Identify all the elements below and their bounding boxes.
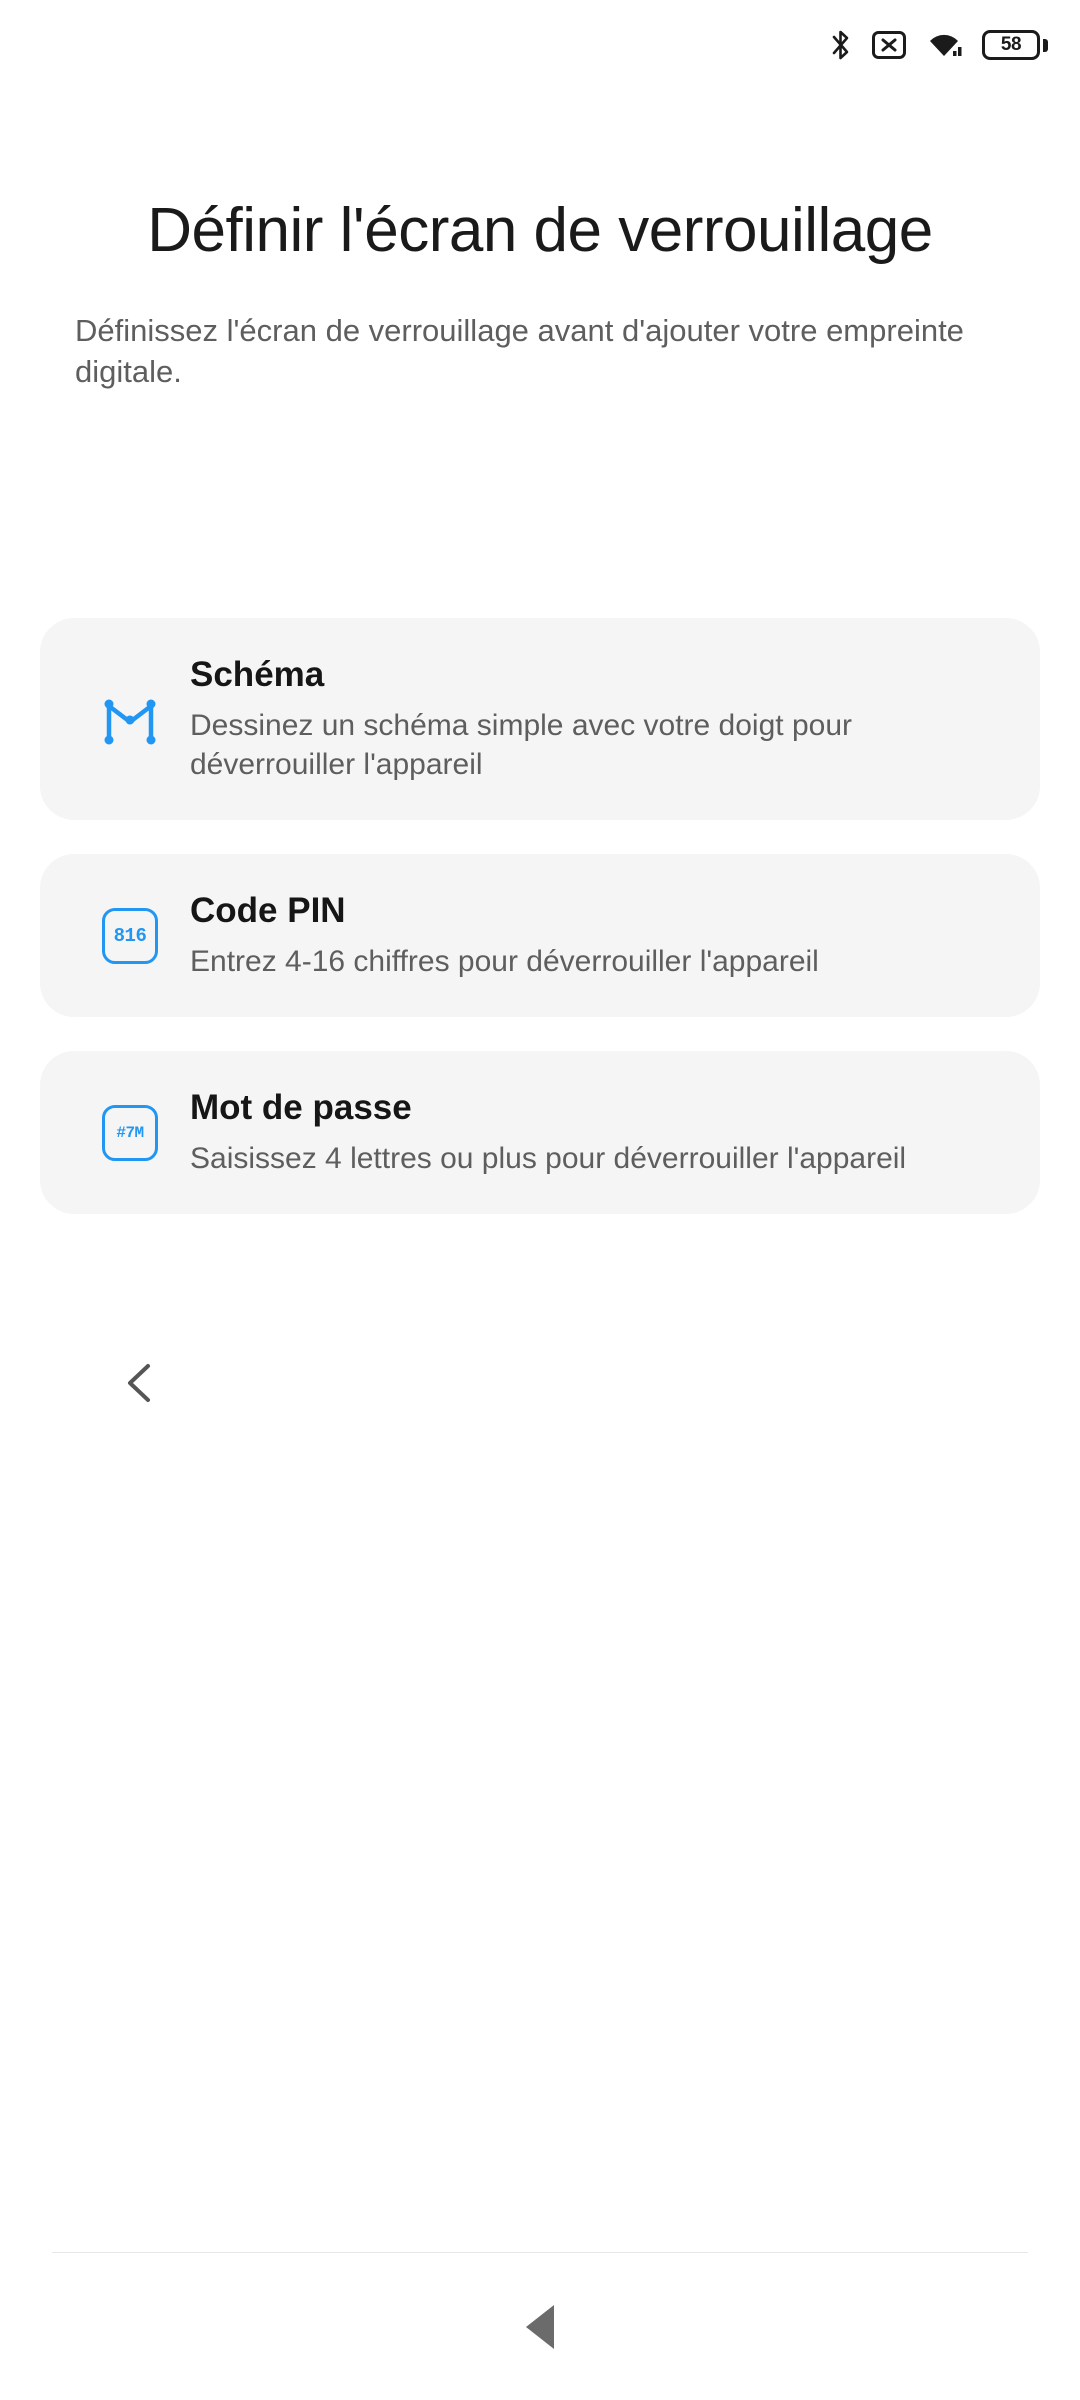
option-password-title: Mot de passe (190, 1088, 412, 1127)
page-subtitle: Définissez l'écran de verrouillage avant d'ajouter votre empreinte digitale. (75, 313, 964, 390)
lock-method-options (40, 618, 1040, 1214)
option-pattern-description: Dessinez un schéma simple avec votre doigt pour déverrouiller l'appareil (190, 709, 852, 781)
option-pattern[interactable] (40, 618, 1040, 820)
header (0, 196, 1080, 393)
option-password-text (190, 1087, 1010, 1178)
chevron-left-icon (118, 1360, 164, 1406)
option-password-description: Saisissez 4 lettres ou plus pour déverrouiller l'appareil (190, 1142, 907, 1175)
wifi-icon (924, 29, 964, 61)
password-icon-label: #7M (102, 1105, 158, 1161)
option-pin[interactable] (40, 854, 1040, 1017)
page-title: Définir l'écran de verrouillage (147, 196, 933, 265)
status-bar (0, 0, 1080, 90)
option-pin-text (190, 890, 1010, 981)
bluetooth-icon (828, 28, 854, 62)
option-pin-title: Code PIN (190, 891, 346, 930)
pin-icon-label: 816 (102, 908, 158, 964)
pin-icon (70, 908, 190, 964)
password-icon (70, 1105, 190, 1161)
battery-icon (982, 30, 1048, 60)
sim-off-icon (872, 30, 906, 60)
option-pin-description: Entrez 4-16 chiffres pour déverrouiller l'appareil (190, 945, 819, 978)
option-password[interactable] (40, 1051, 1040, 1214)
system-nav-bar (0, 2253, 1080, 2400)
battery-level-label: 58 (982, 30, 1040, 60)
option-pattern-text (190, 654, 1010, 784)
option-pattern-title: Schéma (190, 655, 325, 694)
back-button[interactable] (118, 1360, 164, 1406)
battery-cap (1043, 39, 1048, 52)
nav-back-triangle-icon[interactable] (526, 2305, 554, 2349)
pattern-icon (70, 688, 190, 750)
